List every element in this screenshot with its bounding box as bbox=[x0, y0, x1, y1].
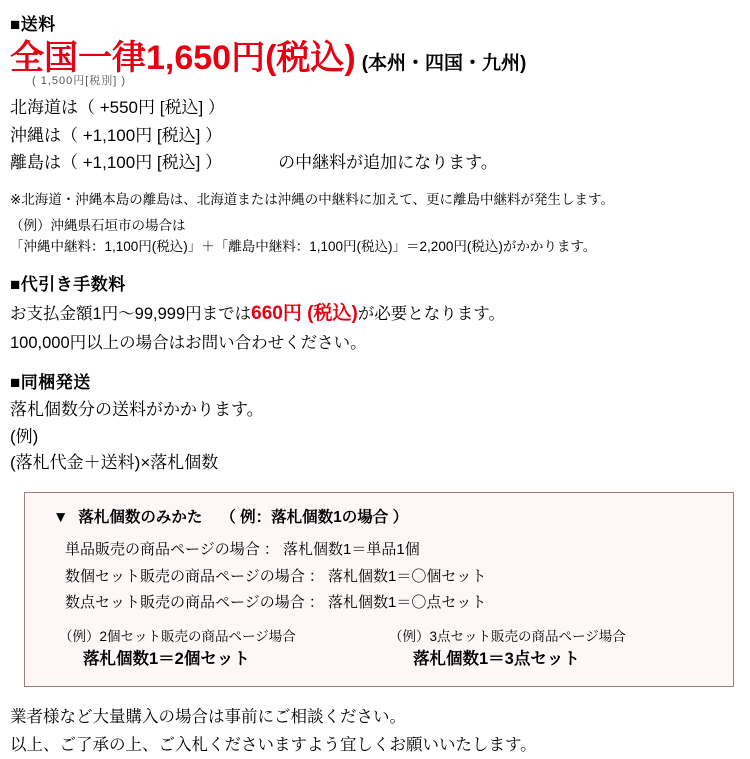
cod-heading: ■代引き手数料 bbox=[10, 275, 126, 294]
shipping-note-extra-relay: ※北海道・沖縄本島の離島は、北海道または沖縄の中継料に加えて、更に離島中継料が発生します。 bbox=[10, 191, 614, 207]
bundle-heading: ■同梱発送 bbox=[10, 373, 91, 393]
cod-fee-suffix: が必要となります。 bbox=[357, 305, 505, 324]
shipping-tax-excluded-note: ( 1,500円[税別] ) bbox=[32, 75, 127, 88]
lot-count-examples bbox=[59, 628, 719, 672]
footer-line-2: 以上、ご了承の上、ご入札くださいますよう宜しくお願いいたします。 bbox=[10, 735, 537, 754]
cod-fee-prefix: お支払金額1円～99,999円までは bbox=[10, 305, 252, 324]
lot-count-example-2 bbox=[389, 628, 719, 672]
lot-count-example-1 bbox=[59, 628, 389, 672]
shipping-regions-covered: (本州・四国・九州) bbox=[361, 53, 527, 75]
triangle-down-icon: ▼ bbox=[53, 509, 69, 527]
bundle-line-1: 落札個数分の送料がかかります。 bbox=[10, 400, 264, 420]
shipping-note-example-line2: 「沖縄中継料：1,100円(税込)」＋「離島中継料：1,100円(税込)」＝2,200円(税込)がかかります。 bbox=[10, 239, 597, 255]
lot-count-rule-single: 単品販売の商品ページの場合 ： 落札個数1＝単品1個 bbox=[65, 541, 420, 559]
footer-note bbox=[10, 703, 740, 759]
shipping-note-example-line1: （例）沖縄県石垣市の場合は bbox=[10, 218, 186, 234]
cod-fee-over-limit: 100,000円以上の場合はお問い合わせください。 bbox=[10, 333, 367, 352]
lot-count-example-2-body: 落札個数1＝3点セット bbox=[413, 649, 580, 668]
lot-count-rule-multi-set: 数個セット販売の商品ページの場合 ： 落札個数1＝〇個セット bbox=[65, 567, 487, 585]
bundle-line-2: (例) bbox=[10, 426, 39, 446]
lot-count-explainer-box bbox=[24, 492, 734, 686]
bundle-line-3: (落札代金＋送料)×落札個数 bbox=[10, 452, 219, 472]
shipping-region-remote-islands-row bbox=[10, 149, 740, 176]
shipping-region-remote-islands: 離島は（ +1,100円 [税込] ） bbox=[10, 152, 223, 172]
lot-count-example-1-head: （例）2個セット販売の商品ページ場合 bbox=[59, 629, 296, 645]
lot-count-example-1-body: 落札個数1＝2個セット bbox=[83, 649, 250, 668]
lot-count-title-example: （ 例：落札個数1の場合 ） bbox=[220, 509, 409, 527]
shipping-region-hokkaido: 北海道は（ +550円 [税込] ） bbox=[10, 98, 225, 118]
cod-fee-amount: 660円 (税込) bbox=[251, 303, 358, 325]
shipping-region-tail: の中継料が追加になります。 bbox=[278, 152, 498, 172]
cod-fee-line bbox=[10, 299, 740, 329]
lot-count-title-text: 落札個数のみかた bbox=[78, 509, 203, 527]
shipping-flat-rate: 全国一律1,650円(税込) bbox=[10, 39, 356, 78]
footer-line-1: 業者様など大量購入の場合は事前にご相談ください。 bbox=[10, 707, 406, 726]
lot-count-rule-points-set: 数点セット販売の商品ページの場合 ： 落札個数1＝〇点セット bbox=[65, 593, 487, 611]
lot-count-box-title bbox=[53, 505, 719, 527]
lot-count-example-2-head: （例）3点セット販売の商品ページ場合 bbox=[389, 629, 626, 645]
shipping-region-okinawa: 沖縄は（ +1,100円 [税込] ） bbox=[10, 125, 223, 145]
shipping-heading: ■送料 bbox=[10, 15, 56, 34]
